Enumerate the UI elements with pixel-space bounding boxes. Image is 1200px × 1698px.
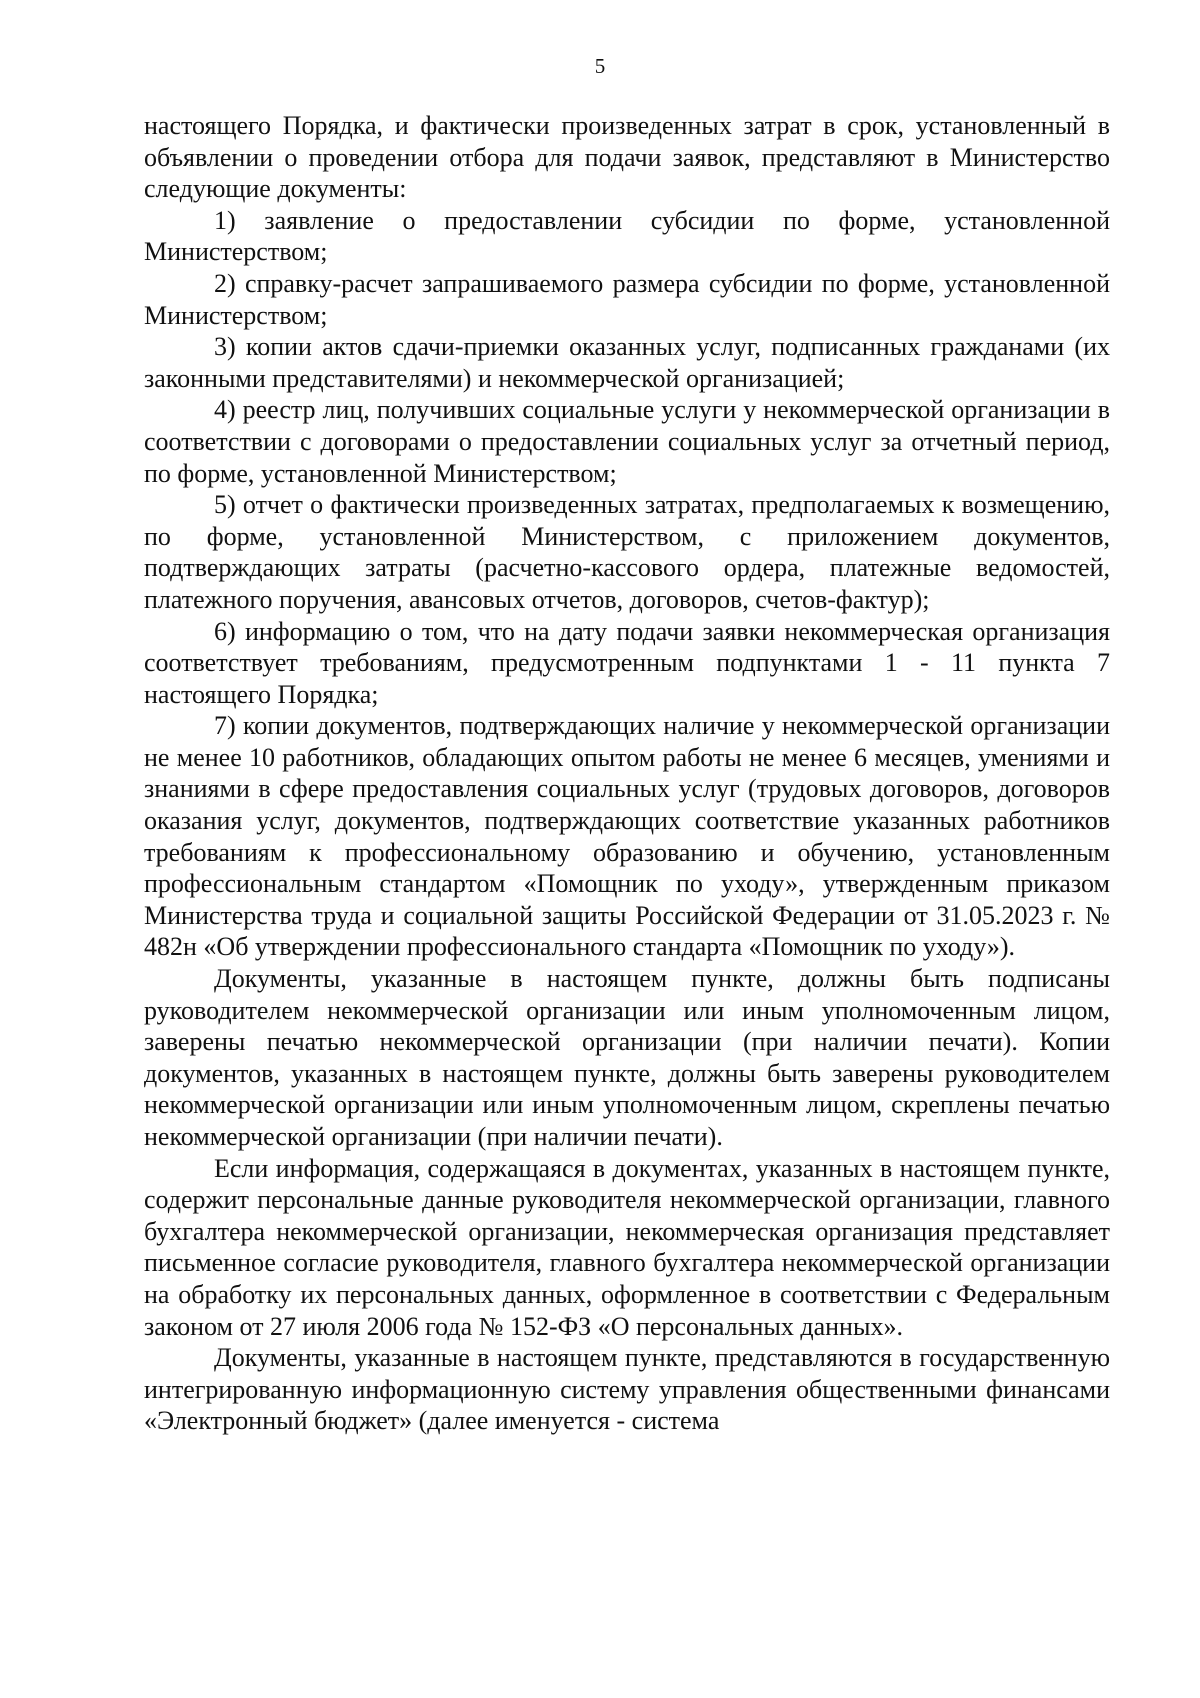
paragraph-personal-data: Если информация, содержащаяся в документах, указанных в настоящем пункте, содержит персональные данные руководителя некоммерческой организации, главного бухгалтера некоммерческой организации, некоммерческая организация представляет письменное согласие руководителя, главного бухгалтера некоммерческой организации на обработку их персональных данных, оформленное в соответствии с Федеральным законом от 27 июля 2006 года № 152-ФЗ «О персональных данных». — [144, 1153, 1110, 1341]
list-item-1: 1) заявление о предоставлении субсидии по форме, установленной Министерством; — [144, 205, 1110, 267]
paragraph-signing: Документы, указанные в настоящем пункте, должны быть подписаны руководителем некоммерческой организации или иным уполномоченным лицом, заверены печатью некоммерческой организации (при наличии печати). Копии документов, указанных в настоящем пункте, должны быть заверены руководителем некоммерческой организации или иным уполномоченным лицом, скреплены печатью некоммерческой организации (при наличии печати). — [144, 964, 1110, 1151]
list-item-7: 7) копии документов, подтверждающих наличие у некоммерческой организации не менее 10 работников, обладающих опытом работы не менее 6 месяцев, умениями и знаниями в сфере предоставления социальных услуг (трудовых договоров, договоров оказания услуг, документов, подтверждающих соответствие указанных работников требованиям к профессиональному образованию и обучению, установленным профессиональным стандартом «Помощник по уходу», утвержденным приказом Министерства труда и социальной защиты Российской Федерации от 31.05.2023 г. № 482н «Об утверждении профессионального стандарта «Помощник по уходу»). — [144, 711, 1110, 962]
paragraph-submission: Документы, указанные в настоящем пункте, представляются в государственную интегрированную информационную систему управления общественными финансами «Электронный бюджет» (далее именуется - система — [144, 1343, 1110, 1436]
list-item-3: 3) копии актов сдачи-приемки оказанных услуг, подписанных гражданами (их законными представителями) и некоммерческой организацией; — [144, 332, 1110, 393]
page-number: 5 — [594, 54, 606, 78]
list-item-6: 6) информацию о том, что на дату подачи заявки некоммерческая организация соответствует требованиям, предусмотренным подпунктами 1 - 11 пункта 7 настоящего Порядка; — [144, 616, 1110, 709]
document-body — [144, 110, 1110, 1437]
list-item-5: 5) отчет о фактически произведенных затратах, предполагаемых к возмещению, по форме, установленной Министерством, с приложением документов, подтверждающих затраты (расчетно-кассового ордера, платежные ведомостей, платежного поручения, авансовых отчетов, договоров, счетов-фактур); — [144, 490, 1110, 614]
paragraph-intro: настоящего Порядка, и фактически произведенных затрат в срок, установленный в объявлении о проведении отбора для подачи заявок, представляют в Министерство следующие документы: — [144, 111, 1110, 204]
list-item-2: 2) справку-расчет запрашиваемого размера субсидии по форме, установленной Министерством; — [144, 268, 1110, 330]
list-item-4: 4) реестр лиц, получивших социальные услуги у некоммерческой организации в соответствии с договорами о предоставлении социальных услуг за отчетный период, по форме, установленной Министерством; — [144, 395, 1110, 488]
